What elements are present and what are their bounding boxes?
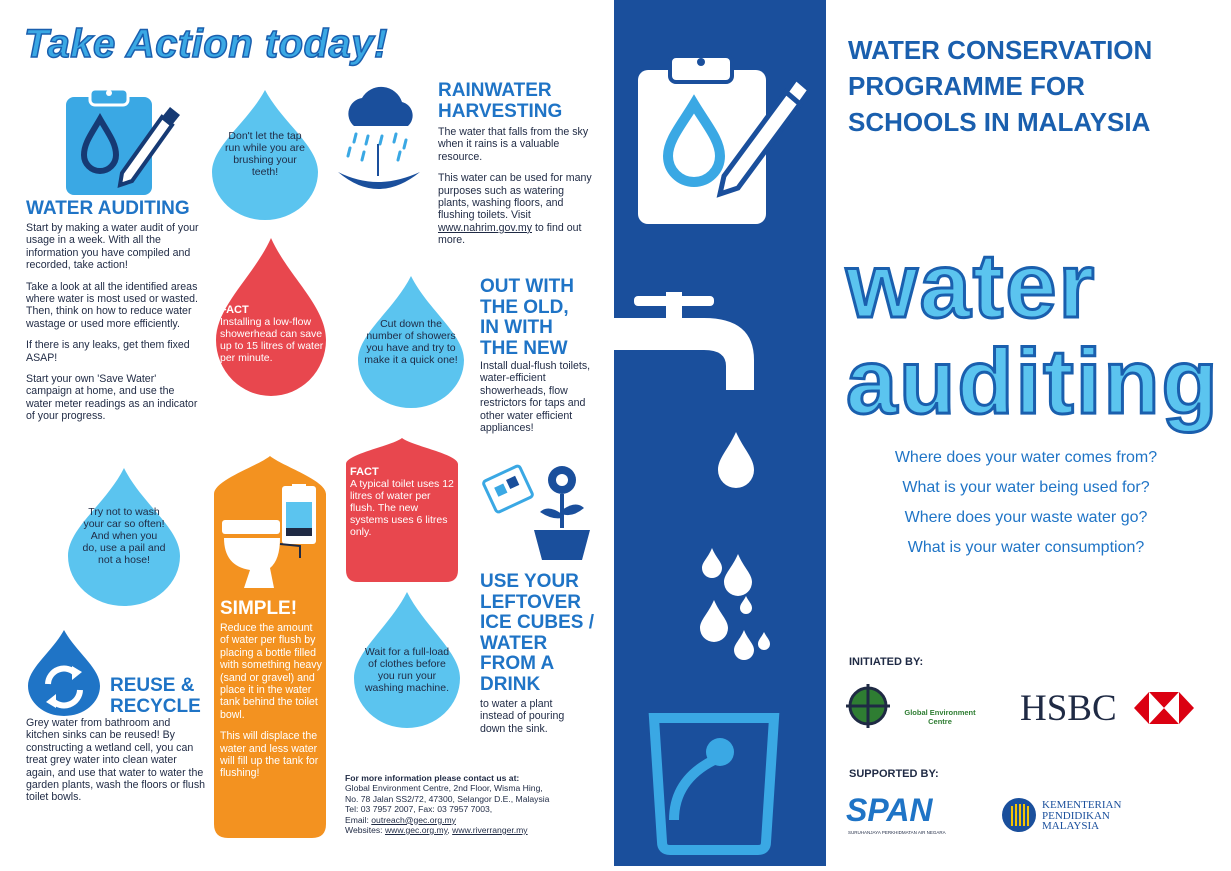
tip-drop-tap bbox=[208, 88, 322, 220]
strip-bucket-icon bbox=[654, 718, 774, 850]
tip-drop-clothes bbox=[350, 590, 464, 730]
contact-websites-row: Websites: www.gec.org.my, www.riverranger.my bbox=[345, 825, 528, 836]
fact2-drop bbox=[340, 436, 464, 584]
questions-list bbox=[836, 443, 1216, 563]
fact1-text: Installing a low-flow showerhead can save up to 15 litres of water per minute. bbox=[220, 316, 324, 364]
question-2: What is your water being used for? bbox=[902, 479, 1150, 496]
fact2-content bbox=[350, 466, 454, 538]
ice-cube-plant-icon bbox=[482, 462, 590, 562]
blue-icon-strip bbox=[614, 0, 826, 866]
hsbc-logo bbox=[1020, 688, 1200, 730]
rainwater-p2-post: to find out more. bbox=[438, 221, 582, 247]
tip-tap-text: Don't let the tap run while you are brushing your teeth! bbox=[225, 130, 305, 178]
fact1-drop bbox=[212, 236, 330, 400]
rainwater-p2-pre: This water can be used for many purposes such as watering plants, washing floors, and flushing toilets. Visit bbox=[438, 172, 592, 222]
question-4: What is your water consumption? bbox=[907, 539, 1145, 556]
tip-clothes-text: Wait for a full-load of clothes before you run your washing machine. bbox=[364, 646, 450, 694]
tip-drop-shower bbox=[354, 274, 468, 410]
initiated-label: INITIATED BY: bbox=[849, 656, 924, 668]
contact-line-1: Global Environment Centre, 2nd Floor, Wisma Hing, bbox=[345, 783, 543, 794]
contact-heading: For more information please contact us at: bbox=[345, 773, 520, 783]
kpm-logo bbox=[1000, 794, 1140, 836]
span-logo-text: SPAN bbox=[846, 792, 933, 828]
reuse-text: Grey water from bathroom and kitchen sinks can be reused! By constructing a wetland cell, you can treat grey water into clean water again, and use that water to water the garden plants, wash the floors or flush toilet bowls. bbox=[26, 717, 206, 804]
ice-text: to water a plant instead of pouring down the sink. bbox=[480, 698, 565, 735]
kpm-line-1: KEMENTERIAN bbox=[1042, 799, 1122, 811]
reuse-heading: REUSE & RECYCLE bbox=[110, 675, 201, 717]
fact1-content bbox=[220, 304, 324, 364]
water-auditing-p2: Take a look at all the identified areas where water is most used or wasted. Then, think on how to reduce water wastage or used more efficiently. bbox=[26, 280, 198, 330]
contact-websites-label: Websites: bbox=[345, 825, 383, 836]
rain-cloud-icon bbox=[334, 86, 426, 194]
simple-heading: SIMPLE! bbox=[220, 598, 298, 619]
gec-logo-text: Global Environment Centre bbox=[904, 708, 976, 726]
kpm-logo-text bbox=[1042, 800, 1121, 832]
fact1-label: FACT bbox=[220, 304, 249, 316]
contact-line-3: Tel: 03 7957 2007, Fax: 03 7957 7003, bbox=[345, 804, 493, 815]
kpm-line-3: MALAYSIA bbox=[1042, 820, 1100, 832]
rainwater-p1: The water that falls from the sky when it rains is a valuable resource. bbox=[438, 126, 589, 163]
strip-tap-icon bbox=[614, 292, 754, 390]
contact-email-label: Email: bbox=[345, 814, 369, 825]
span-tagline: SURUHANJAYA PERKHIDMATAN AIR NEGARA bbox=[848, 830, 946, 835]
website-gec-link[interactable]: www.gec.org.my bbox=[384, 825, 448, 836]
ice-heading: USE YOUR LEFTOVER ICE CUBES / WATER FROM A DRINK bbox=[480, 571, 595, 695]
big-title-water: water bbox=[846, 235, 1097, 337]
tip-shower-text: Cut down the number of showers you have and try to make it a quick one! bbox=[364, 318, 458, 366]
water-auditing-heading: WATER AUDITING bbox=[26, 198, 190, 219]
clipboard-icon bbox=[62, 85, 182, 197]
programme-title: WATER CONSERVATION PROGRAMME FOR SCHOOLS IN MALAYSIA bbox=[848, 35, 1153, 137]
toilet-icon bbox=[220, 484, 320, 592]
simple-text bbox=[220, 622, 324, 789]
nahrim-link[interactable]: www.nahrim.gov.my bbox=[438, 221, 532, 234]
contact-block bbox=[345, 773, 575, 835]
recycle-icon bbox=[24, 628, 104, 716]
hsbc-logo-text: HSBC bbox=[1020, 688, 1117, 729]
out-old-text: Install dual-flush toilets, water-efficient showerheads, flow restrictors for taps and other water efficient appliances! bbox=[480, 360, 591, 435]
span-logo bbox=[846, 792, 966, 838]
page-title: Take Action today! bbox=[24, 22, 388, 66]
tip-drop-car bbox=[64, 466, 184, 608]
website-riverranger-link[interactable]: www.riverranger.my bbox=[452, 825, 528, 836]
question-1: Where does your water comes from? bbox=[894, 449, 1158, 466]
contact-email-row bbox=[345, 815, 575, 825]
water-auditing-text bbox=[26, 222, 202, 432]
supported-label: SUPPORTED BY: bbox=[849, 768, 939, 780]
strip-clipboard-icon bbox=[638, 56, 810, 224]
rainwater-text bbox=[438, 126, 594, 256]
contact-line-2: No. 78 Jalan SS2/72, 47300, Selangor D.E., Malaysia bbox=[345, 793, 550, 804]
simple-p1: Reduce the amount of water per flush by placing a bottle filled with something heavy (sand or gravel) and place it in the water tank behind the toilet bowl. bbox=[220, 622, 322, 721]
fact2-label: FACT bbox=[350, 466, 379, 478]
big-title-auditing: auditing bbox=[846, 331, 1220, 433]
water-auditing-p3: If there is any leaks, get them fixed ASAP! bbox=[26, 339, 190, 364]
water-auditing-p1: Start by making a water audit of your usage in a week. With all the information you have compiled and recorded, take action! bbox=[26, 222, 199, 272]
simple-p2: This will displace the water and less water will fill up the tank for flushing! bbox=[220, 730, 319, 780]
water-auditing-p4: Start your own 'Save Water' campaign at home, and use the water meter readings as an indicator of your progress. bbox=[26, 373, 198, 423]
gec-logo bbox=[846, 682, 986, 732]
strip-drops-icon bbox=[700, 432, 770, 660]
fact2-text: A typical toilet uses 12 litres of water per flush. The new systems uses 6 litres only. bbox=[350, 478, 454, 538]
out-old-heading: OUT WITH THE OLD, IN WITH THE NEW bbox=[480, 276, 574, 359]
contact-email-link[interactable]: outreach@gec.org.my bbox=[371, 814, 456, 825]
kpm-line-2: PENDIDIKAN bbox=[1042, 809, 1110, 822]
tip-car-text: Try not to wash your car so often! And when you do, use a pail and not a hose! bbox=[82, 506, 166, 566]
rainwater-heading: RAINWATER HARVESTING bbox=[438, 80, 563, 122]
question-3: Where does your waste water go? bbox=[904, 509, 1148, 526]
rainwater-p2 bbox=[438, 172, 594, 246]
